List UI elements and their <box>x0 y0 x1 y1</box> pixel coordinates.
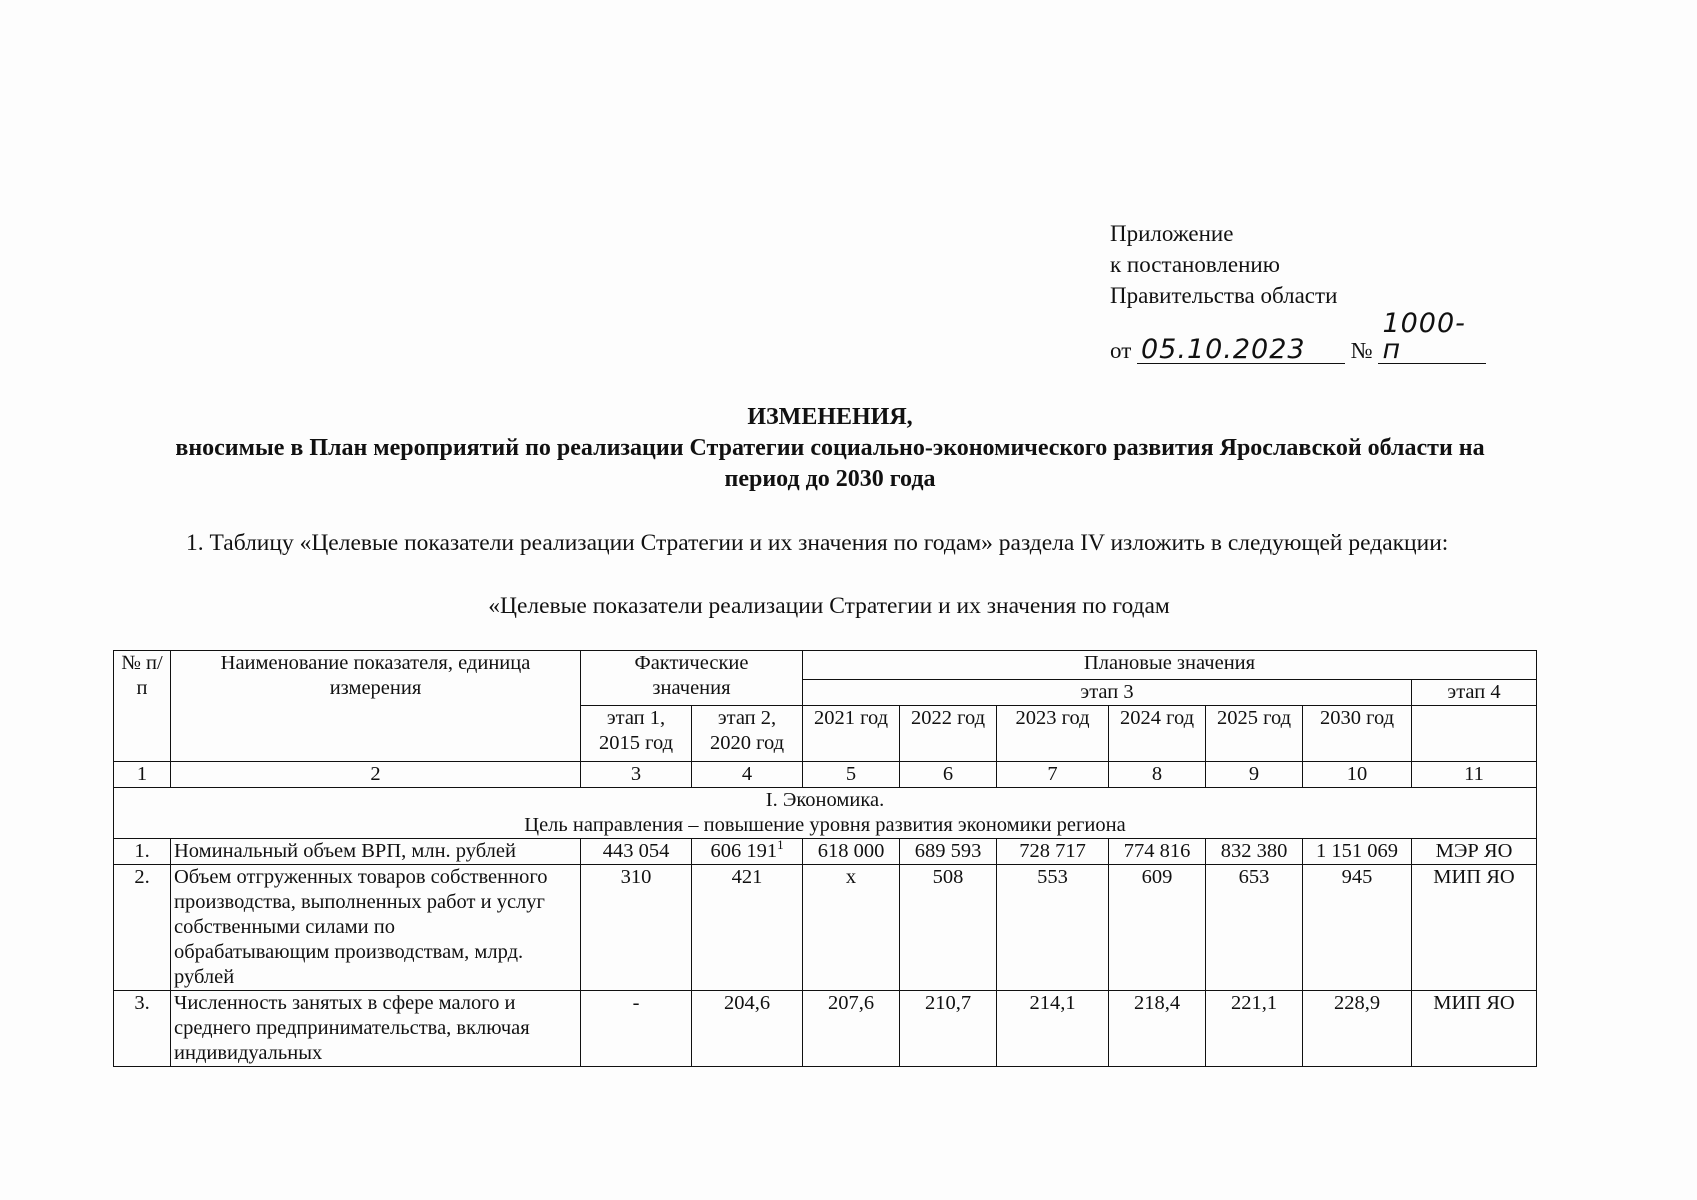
col-number: 10 <box>1303 762 1412 788</box>
row-num: 1. <box>114 839 171 865</box>
row-value: 221,1 <box>1206 991 1303 1067</box>
table-title: «Целевые показатели реализации Стратегии и их значения по годам <box>488 593 1170 619</box>
col-number: 5 <box>803 762 900 788</box>
row-value: 618 000 <box>803 839 900 865</box>
section-goal: Цель направления – повышение уровня развития экономики региона <box>524 814 1126 836</box>
table-row <box>114 991 1537 1067</box>
col-number: 6 <box>900 762 997 788</box>
row-value: 210,7 <box>900 991 997 1067</box>
header-year: 2023 год <box>997 706 1109 762</box>
row-value: 218,4 <box>1109 991 1206 1067</box>
indicators-table <box>113 650 1537 1067</box>
row-value-with-footnote <box>692 839 803 865</box>
row-value: x <box>803 865 900 991</box>
section-header <box>114 788 1537 839</box>
row-value: 421 <box>692 865 803 991</box>
header-year: 2022 год <box>900 706 997 762</box>
header-stage4: этап 4 <box>1412 680 1537 706</box>
row-value: 214,1 <box>997 991 1109 1067</box>
number-label: № <box>1350 338 1373 363</box>
row-responsible: МЭР ЯО <box>1412 839 1537 865</box>
row-name: Номинальный объем ВРП, млн. рублей <box>171 839 581 865</box>
col-number: 4 <box>692 762 803 788</box>
header-year: этап 1, 2015 год <box>581 706 692 762</box>
header-year: 2024 год <box>1109 706 1206 762</box>
row-value: 609 <box>1109 865 1206 991</box>
row-value: 553 <box>997 865 1109 991</box>
row-value: 774 816 <box>1109 839 1206 865</box>
row-name: Численность занятых в сфере малого и среднего предпринимательства, включая индивидуальных <box>171 991 581 1067</box>
header-num: № п/п <box>114 651 171 762</box>
appendix-line-2: к постановлению <box>1110 252 1280 277</box>
row-value: 945 <box>1303 865 1412 991</box>
header-year: 2025 год <box>1206 706 1303 762</box>
row-value: 1 151 069 <box>1303 839 1412 865</box>
col-number: 2 <box>171 762 581 788</box>
row-value: 689 593 <box>900 839 997 865</box>
appendix-line-3: Правительства области <box>1110 283 1338 308</box>
row-value: 832 380 <box>1206 839 1303 865</box>
title-line-2: вносимые в План мероприятий по реализации Стратегии социально-экономического развития Ярославской области на период до 2030 года <box>175 435 1485 492</box>
from-label: от <box>1110 338 1132 363</box>
handwritten-date: 05.10.2023 <box>1137 337 1345 364</box>
row-value: 653 <box>1206 865 1303 991</box>
appendix-line-4 <box>1110 308 1486 366</box>
header-year: 2021 год <box>803 706 900 762</box>
table-row <box>114 865 1537 991</box>
row-value: 606 191 <box>710 840 778 862</box>
appendix-block <box>1110 218 1486 366</box>
header-actual: Фактические значения <box>581 651 803 706</box>
row-value: - <box>581 991 692 1067</box>
row-value: 310 <box>581 865 692 991</box>
col-number: 7 <box>997 762 1109 788</box>
document-title <box>120 402 1540 495</box>
section-title: I. Экономика. <box>765 789 885 811</box>
header-year: 2030 год <box>1303 706 1412 762</box>
col-number: 9 <box>1206 762 1303 788</box>
row-value: 228,9 <box>1303 991 1412 1067</box>
row-num: 3. <box>114 991 171 1067</box>
appendix-line-1: Приложение <box>1110 221 1234 246</box>
row-value: 728 717 <box>997 839 1109 865</box>
row-value: 204,6 <box>692 991 803 1067</box>
row-name: Объем отгруженных товаров собственного производства, выполненных работ и услуг собственными силами по обрабатывающим производствам, млрд. рублей <box>171 865 581 991</box>
row-responsible: МИП ЯО <box>1412 865 1537 991</box>
col-number: 11 <box>1412 762 1537 788</box>
col-number: 3 <box>581 762 692 788</box>
header-stage3: этап 3 <box>803 680 1412 706</box>
paragraph-1: 1. Таблицу «Целевые показатели реализации Стратегии и их значения по годам» раздела IV изложить в следующей редакции: <box>186 530 1449 556</box>
header-planned: Плановые значения <box>803 651 1537 680</box>
title-line-1: ИЗМЕНЕНИЯ, <box>747 404 913 430</box>
row-value: 207,6 <box>803 991 900 1067</box>
row-num: 2. <box>114 865 171 991</box>
col-number: 8 <box>1109 762 1206 788</box>
row-value: 443 054 <box>581 839 692 865</box>
table-row <box>114 839 1537 865</box>
footnote-mark: 1 <box>777 838 784 853</box>
header-name: Наименование показателя, единица измерения <box>171 651 581 762</box>
row-responsible: МИП ЯО <box>1412 991 1537 1067</box>
col-number: 1 <box>114 762 171 788</box>
row-value: 508 <box>900 865 997 991</box>
handwritten-number: 1000-п <box>1378 311 1486 364</box>
header-year: этап 2, 2020 год <box>692 706 803 762</box>
